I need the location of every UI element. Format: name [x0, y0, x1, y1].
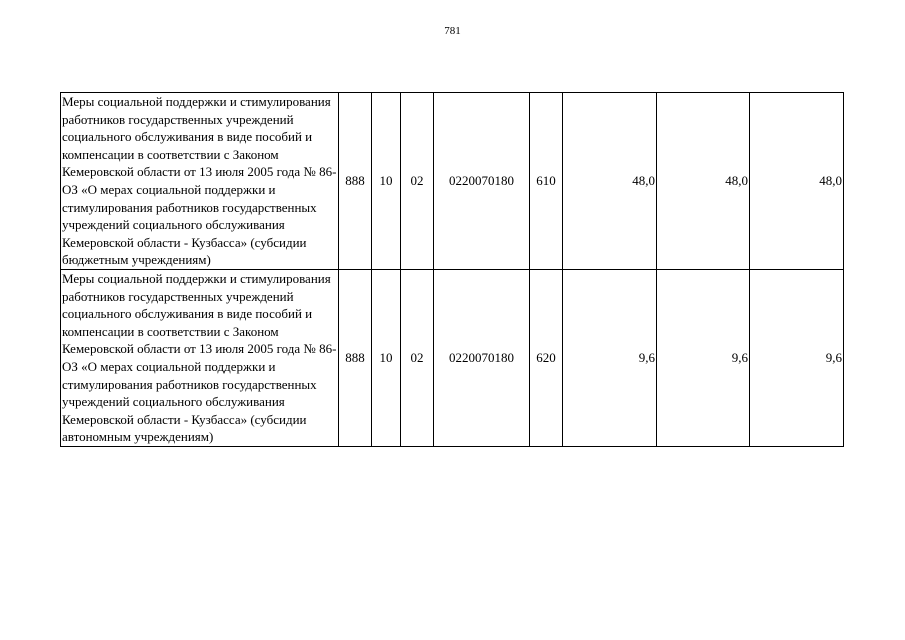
amount-year-3: 9,6 [750, 269, 844, 446]
expense-name: Меры социальной поддержки и стимулирования работников государственных учреждений социального обслуживания в виде пособий и компенсации в соответствии с Законом Кемеровской области от 13 июля 2005 года № 86-ОЗ «О мерах социальной поддержки и стимулирования работников государственных учреждений социального обслуживания Кемеровской области - Кузбасса» (субсидии бюджетным учреждениям) [61, 93, 339, 270]
table-row [61, 269, 844, 446]
expense-type-code: 610 [530, 93, 563, 270]
section-code: 10 [372, 93, 401, 270]
subsection-code: 02 [401, 93, 434, 270]
page-number: 781 [444, 25, 461, 37]
expense-type-code: 620 [530, 269, 563, 446]
amount-year-2: 48,0 [657, 93, 750, 270]
subsection-code: 02 [401, 269, 434, 446]
table-row [61, 93, 844, 270]
budget-table [60, 92, 844, 447]
expense-name: Меры социальной поддержки и стимулирования работников государственных учреждений социального обслуживания в виде пособий и компенсации в соответствии с Законом Кемеровской области от 13 июля 2005 года № 86-ОЗ «О мерах социальной поддержки и стимулирования работников государственных учреждений социального обслуживания Кемеровской области - Кузбасса» (субсидии автономным учреждениям) [61, 269, 339, 446]
target-article-code: 0220070180 [434, 269, 530, 446]
amount-year-3: 48,0 [750, 93, 844, 270]
section-code: 10 [372, 269, 401, 446]
amount-year-2: 9,6 [657, 269, 750, 446]
ministry-code: 888 [339, 269, 372, 446]
target-article-code: 0220070180 [434, 93, 530, 270]
ministry-code: 888 [339, 93, 372, 270]
amount-year-1: 48,0 [563, 93, 657, 270]
amount-year-1: 9,6 [563, 269, 657, 446]
